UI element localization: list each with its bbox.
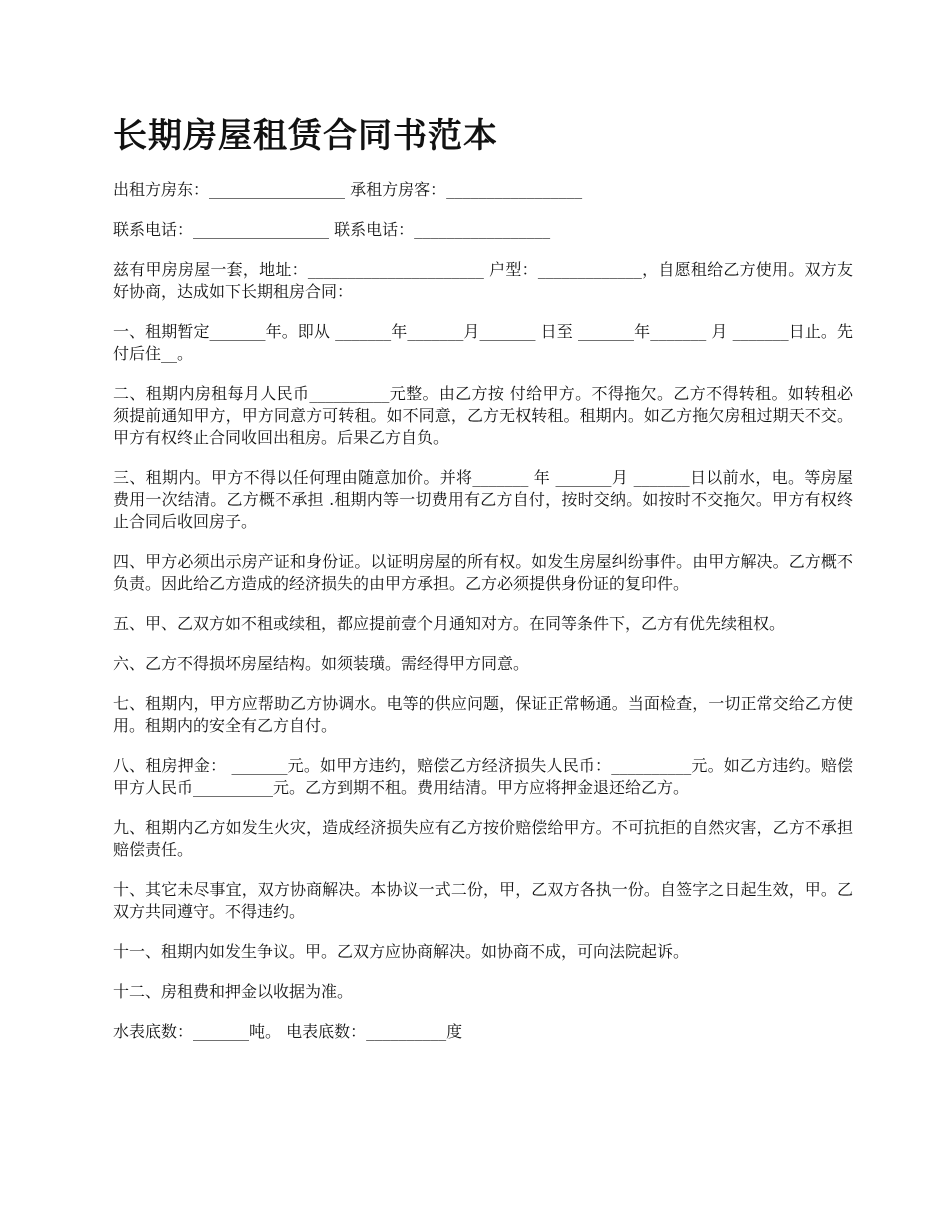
clause-12-receipt: 十二、房租费和押金以收据为准。 [113, 982, 354, 1001]
clause-10-other: 十、其它未尽事宜，双方协商解决。本协议一式二份，甲，乙双方各执一份。自签字之日起生效，甲。乙双方共同遵守。不得违约。 [113, 880, 853, 921]
clause-5-renewal: 五、甲、乙双方如不租或续租，都应提前壹个月通知对方。在同等条件下，乙方有优先续租权。 [113, 614, 786, 633]
meter-readings-line: 水表底数：_______吨。 电表底数：__________度 [113, 1022, 463, 1041]
preamble-paragraph: 兹有甲房房屋一套，地址：______________________ 户型：_____________，自愿租给乙方使用。双方友好协商，达成如下长期租房合同： [113, 260, 853, 301]
phone-line: 联系电话：_________________ 联系电话：_________________ [113, 220, 551, 239]
landlord-tenant-line: 出租方房东：_________________ 承租方房客：_________________ [113, 180, 583, 199]
clause-1-term: 一、租期暂定_______年。即从 _______年_______月_______ 日至 _______年_______ 月 _______日止。先付后住__。 [113, 322, 853, 363]
clause-3-price: 三、租期内。甲方不得以任何理由随意加价。并将_______ 年 _______月 _______日以前水，电。等房屋费用一次结清。乙方概不承担 .租期内等一切费用有乙方自付，按时交纳。如按时不交拖欠。甲方有权终止合同后收回房子。 [113, 468, 853, 531]
document-page [113, 112, 853, 1061]
clause-11-dispute: 十一、租期内如发生争议。甲。乙双方应协商解决。如协商不成，可向法院起诉。 [113, 942, 690, 961]
clause-9-fire: 九、租期内乙方如发生火灾，造成经济损失应有乙方按价赔偿给甲方。不可抗拒的自然灾害，乙方不承担赔偿责任。 [113, 818, 853, 859]
clause-6-structure: 六、乙方不得损坏房屋结构。如须装璜。需经得甲方同意。 [113, 654, 530, 673]
document-title: 长期房屋租赁合同书范本 [113, 116, 498, 156]
clause-4-ownership: 四、甲方必须出示房产证和身份证。以证明房屋的所有权。如发生房屋纠纷事件。由甲方解决。乙方概不负责。因此给乙方造成的经济损失的由甲方承担。乙方必须提供身份证的复印件。 [113, 552, 853, 593]
clause-8-deposit: 八、租房押金： _______元。如甲方违约，赔偿乙方经济损失人民币：__________元。如乙方违约。赔偿甲方人民币__________元。乙方到期不租。费用结清。甲方应将押金退还给乙方。 [113, 756, 853, 797]
clause-2-rent: 二、租期内房租每月人民币__________元整。由乙方按 付给甲方。不得拖欠。乙方不得转租。如转租必须提前通知甲方，甲方同意方可转租。如不同意，乙方无权转租。租期内。如乙方拖欠房租过期天不交。甲方有权终止合同收回出租房。后果乙方自负。 [113, 384, 853, 447]
clause-7-utilities: 七、租期内，甲方应帮助乙方协调水。电等的供应问题，保证正常畅通。当面检查，一切正常交给乙方使用。租期内的安全有乙方自付。 [113, 694, 853, 735]
